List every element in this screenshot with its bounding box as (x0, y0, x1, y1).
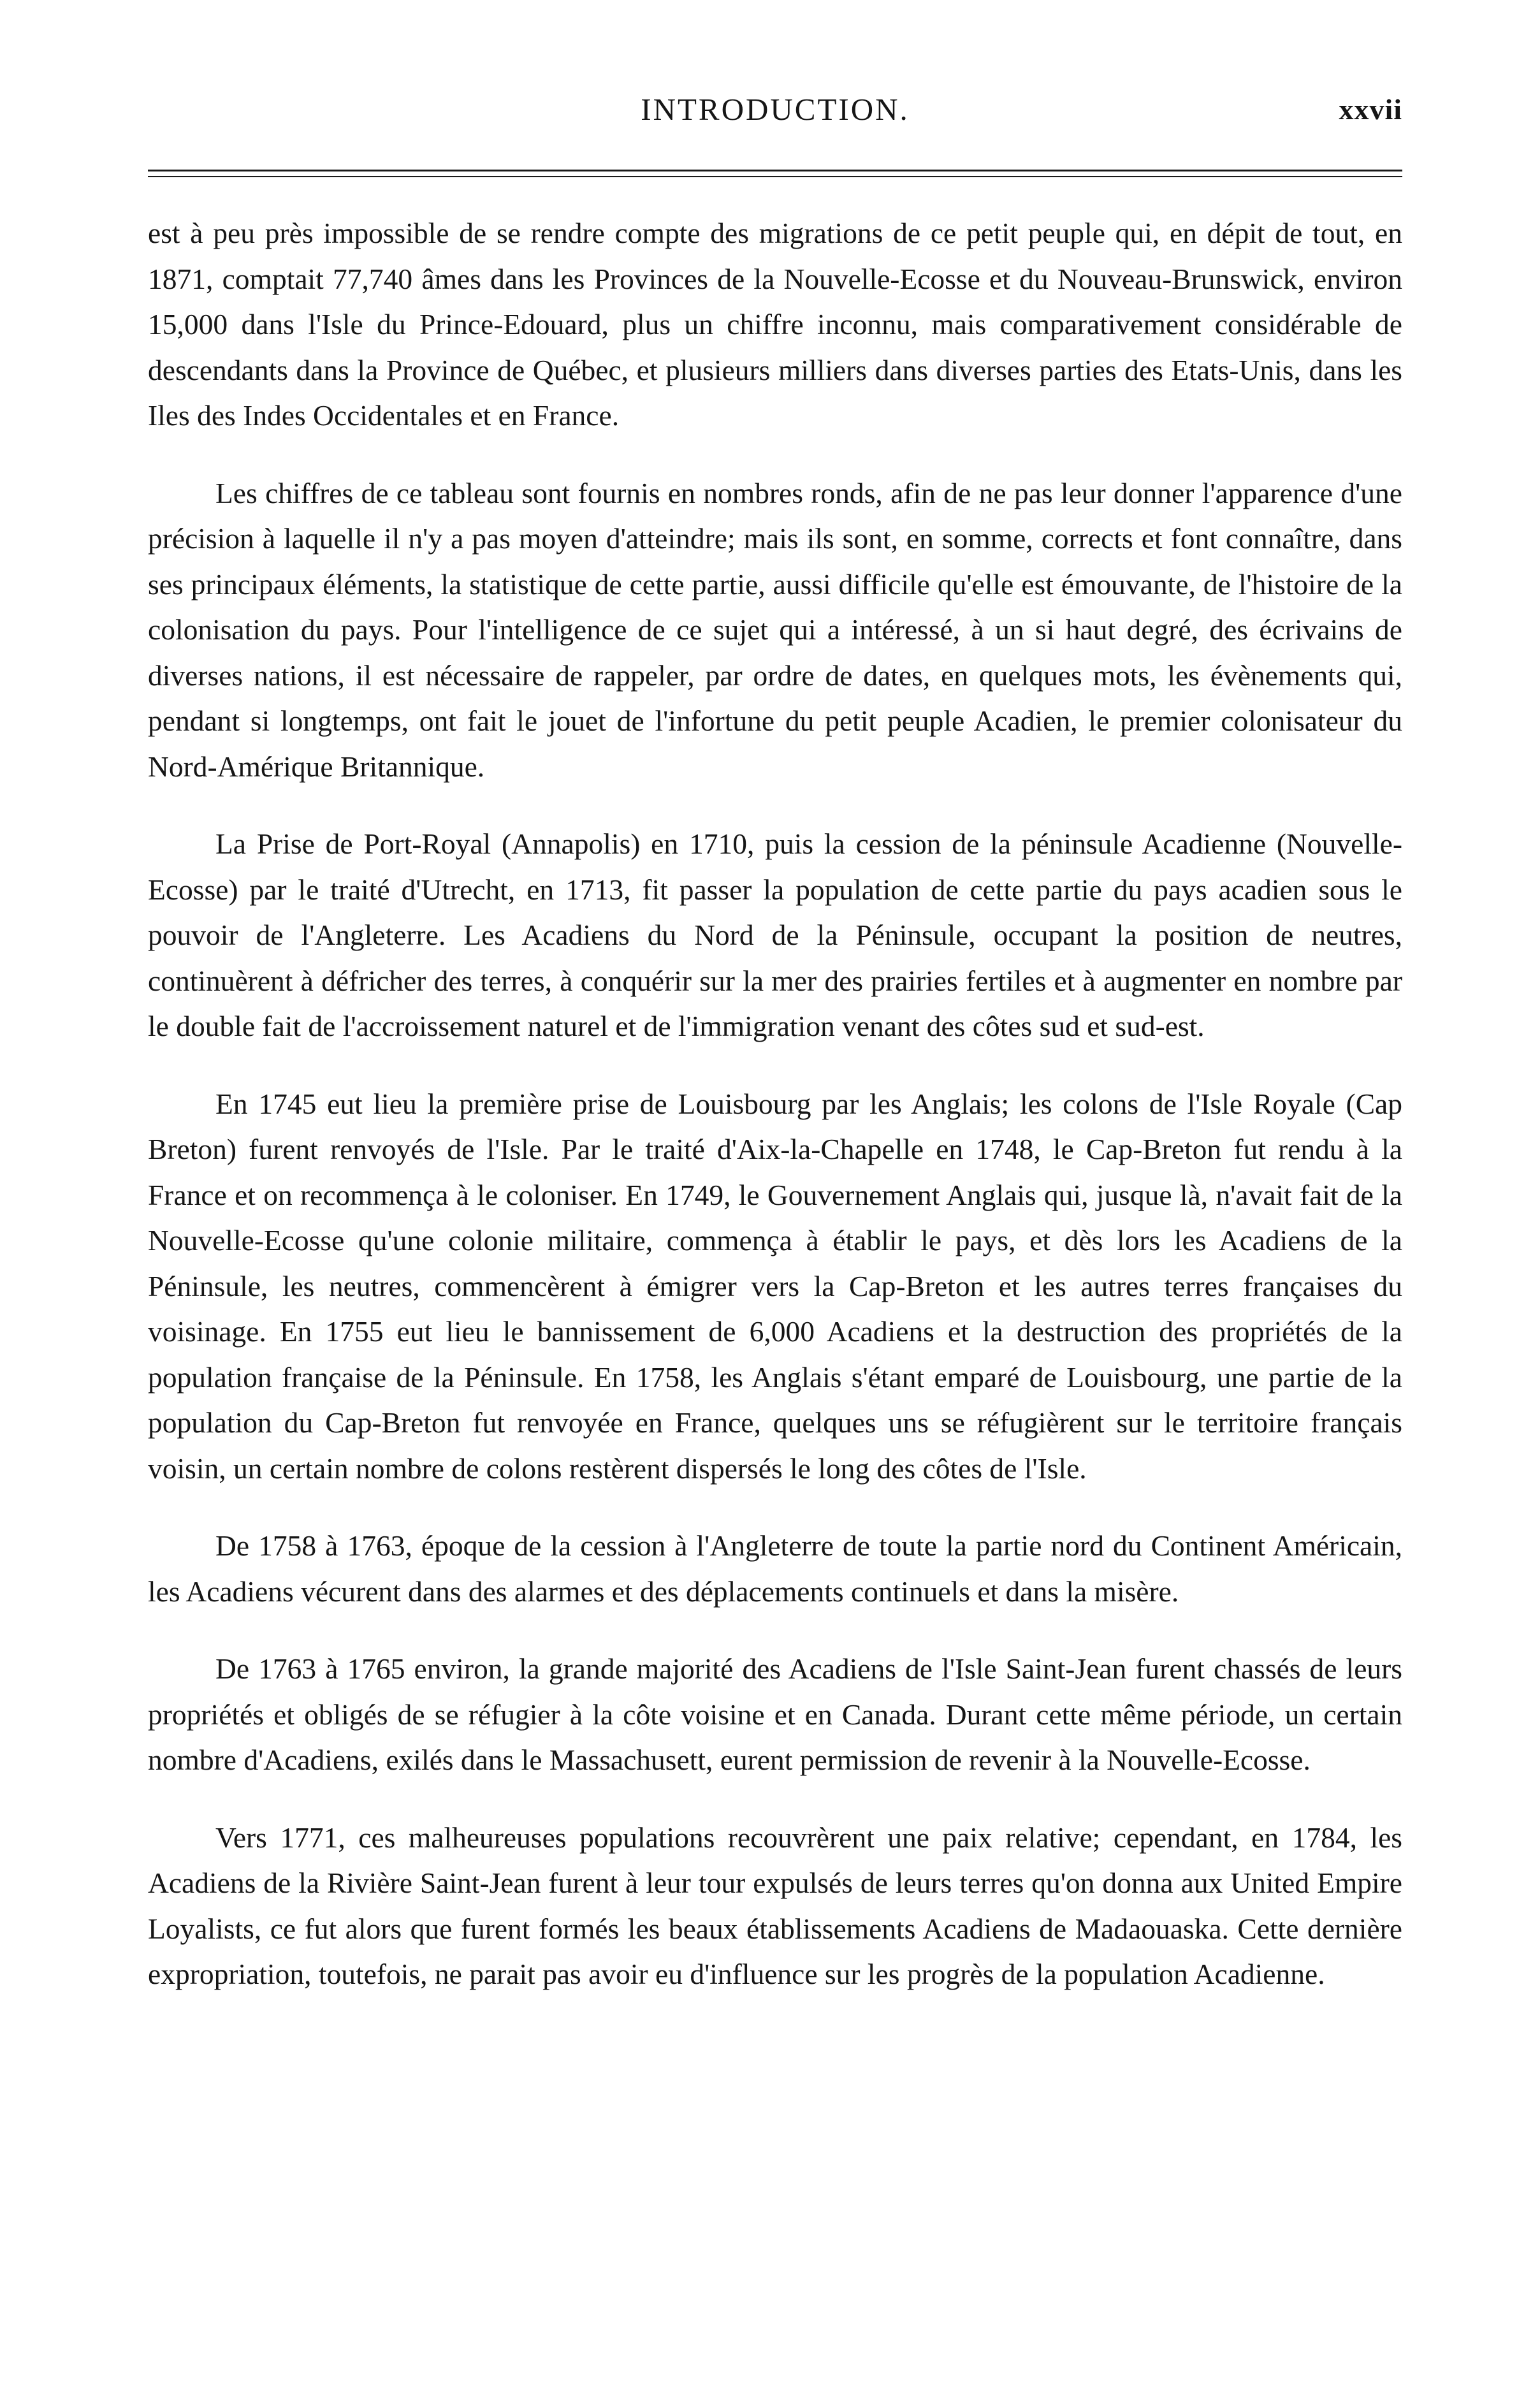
paragraph-2: Les chiffres de ce tableau sont fournis en nombres ronds, afin de ne pas leur donner l'apparence d'une précision à laquelle il n'y a pas moyen d'atteindre; mais ils sont, en somme, corrects et font connaître, dans ses principaux éléments, la statistique de cette partie, aussi difficile qu'elle est émouvante, de l'histoire de la colonisation du pays. Pour l'intelligence de ce sujet qui a intéressé, à un si haut degré, des écrivains de diverses nations, il est nécessaire de rappeler, par ordre de dates, en quelques mots, les évènements qui, pendant si longtemps, ont fait le jouet de l'infortune du petit peuple Acadien, le premier colonisateur du Nord-Amérique Britannique. (148, 476, 1402, 783)
paragraph-7: Vers 1771, ces malheureuses populations recouvrèrent une paix relative; cependant, en 1784, les Acadiens de la Rivière Saint-Jean furent à leur tour expulsés de leurs terres qu'on donna aux United Empire Loyalists, ce fut alors que furent formés les beaux établissements Acadiens de Madaouaska. Cette dernière expropriation, toutefois, ne parait pas avoir eu d'influence sur les progrès de la population Acadienne. (148, 1821, 1402, 1990)
paragraph-1: est à peu près impossible de se rendre compte des migrations de ce petit peuple qui, en dépit de tout, en 1871, comptait 77,740 âmes dans les Provinces de la Nouvelle-Ecosse et du Nouveau-Brunswick, environ 15,000 dans l'Isle du Prince-Edouard, plus un chiffre inconnu, mais comparativement considérable de descendants dans la Province de Québec, et plusieurs milliers dans diverses parties des Etats-Unis, dans les Iles des Indes Occidentales et en France. (148, 217, 1402, 432)
paragraph-6: De 1763 à 1765 environ, la grande majorité des Acadiens de l'Isle Saint-Jean furent chassés de leurs propriétés et obligés de se réfugier à la côte voisine et en Canada. Durant cette même période, un certain nombre d'Acadiens, exilés dans le Massachusett, eurent permission de revenir à la Nouvelle-Ecosse. (148, 1652, 1402, 1776)
body-text (148, 210, 1402, 2029)
paragraph-3: La Prise de Port-Royal (Annapolis) en 1710, puis la cession de la péninsule Acadienne (Nouvelle-Ecosse) par le traité d'Utrecht, en 1713, fit passer la population de cette partie du pays acadien sous le pouvoir de l'Angleterre. Les Acadiens du Nord de la Péninsule, occupant la position de neutres, continuèrent à défricher des terres, à conquérir sur la mer des prairies fertiles et à augmenter en nombre par le double fait de l'accroissement naturel et de l'immigration venant des côtes sud et sud-est. (148, 827, 1402, 1042)
header-rule-thin (148, 176, 1402, 177)
paragraph-5: De 1758 à 1763, époque de la cession à l'Angleterre de toute la partie nord du Continent Américain, les Acadiens vécurent dans des alarmes et des déplacements continuels et dans la misère. (148, 1529, 1402, 1608)
paragraph-4: En 1745 eut lieu la première prise de Louisbourg par les Anglais; les colons de l'Isle Royale (Cap Breton) furent renvoyés de l'Isle. Par le traité d'Aix-la-Chapelle en 1748, le Cap-Breton fut rendu à la France et on recommença à le coloniser. En 1749, le Gouvernement Anglais qui, jusque là, n'avait fait de la Nouvelle-Ecosse qu'une colonie militaire, commença à établir le pays, et dès lors les Acadiens de la Péninsule, les neutres, commencèrent à émigrer vers la Cap-Breton et les autres terres françaises du voisinage. En 1755 eut lieu le bannissement de 6,000 Acadiens et la destruction des propriétés de la population française de la Péninsule. En 1758, les Anglais s'étant emparé de Louisbourg, une partie de la population du Cap-Breton fut renvoyée en France, quelques uns se réfugièrent sur le territoire français voisin, un certain nombre de colons restèrent dispersés le long des côtes de l'Isle. (148, 1087, 1402, 1485)
header-rule-thick (148, 170, 1402, 171)
running-title: INTRODUCTION. (641, 92, 910, 127)
running-head (148, 89, 1402, 130)
page-number: xxvii (1339, 93, 1402, 126)
